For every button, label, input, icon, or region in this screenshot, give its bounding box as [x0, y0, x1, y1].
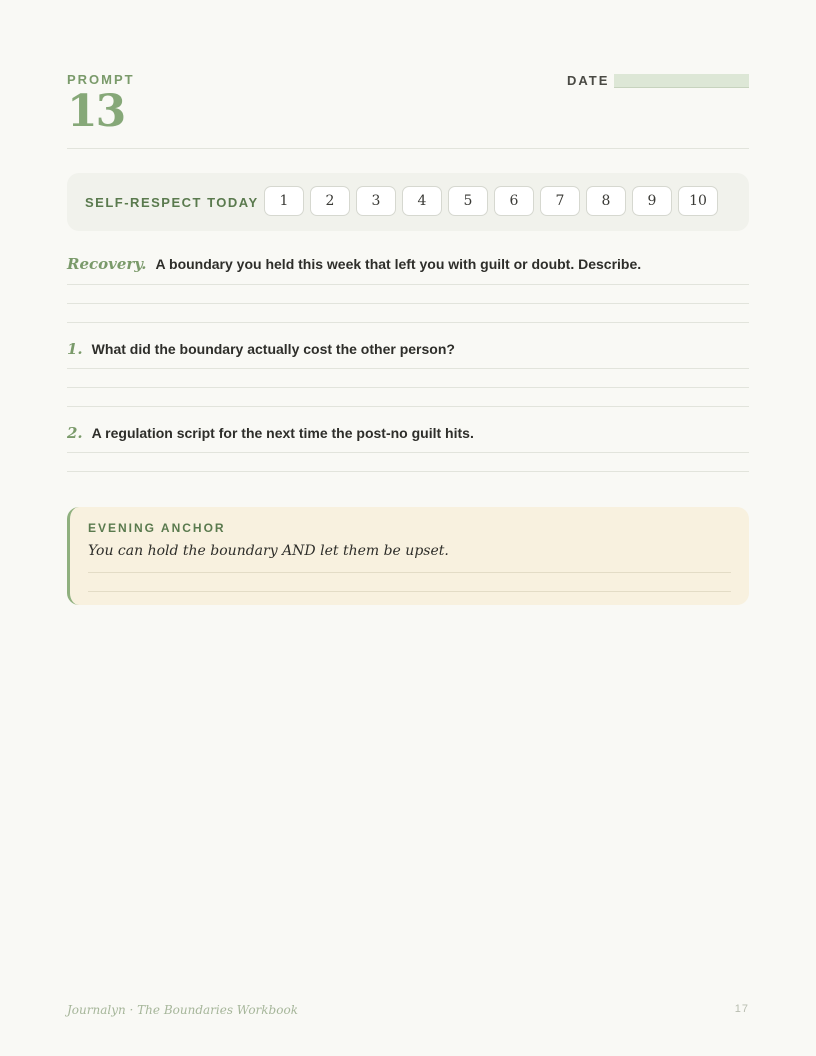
writing-line[interactable] [67, 406, 749, 407]
writing-line[interactable] [67, 322, 749, 323]
anchor-text: You can hold the boundary AND let them be upset. [88, 543, 449, 559]
question-lead: Recovery. [67, 255, 147, 273]
page-number: 17 [734, 1003, 749, 1015]
anchor-writing-line[interactable] [88, 572, 731, 573]
prompt-number: 13 [67, 86, 125, 137]
question-recovery [67, 255, 749, 275]
rating-option-7[interactable]: 7 [540, 186, 580, 216]
question-2 [67, 424, 749, 444]
rating-label: SELF-RESPECT TODAY [85, 195, 259, 210]
rating-option-6[interactable]: 6 [494, 186, 534, 216]
writing-line[interactable] [67, 284, 749, 285]
rating-scale [264, 186, 718, 216]
writing-line[interactable] [67, 387, 749, 388]
page-header [67, 72, 749, 149]
question-1 [67, 340, 749, 360]
rating-option-8[interactable]: 8 [586, 186, 626, 216]
rating-option-2[interactable]: 2 [310, 186, 350, 216]
rating-option-10[interactable]: 10 [678, 186, 718, 216]
rating-option-5[interactable]: 5 [448, 186, 488, 216]
self-respect-rating [67, 173, 749, 231]
rating-option-1[interactable]: 1 [264, 186, 304, 216]
date-field[interactable] [614, 74, 749, 88]
question-lead: 1. [67, 340, 83, 358]
date-label: DATE [567, 73, 610, 88]
prompt-label: PROMPT [67, 72, 135, 87]
question-lead: 2. [67, 424, 83, 442]
question-text: A boundary you held this week that left you with guilt or doubt. Describe. [155, 256, 642, 272]
rating-option-4[interactable]: 4 [402, 186, 442, 216]
question-text: What did the boundary actually cost the other person? [91, 341, 455, 357]
anchor-writing-line[interactable] [88, 591, 731, 592]
question-text: A regulation script for the next time the post-no guilt hits. [91, 425, 474, 441]
rating-option-3[interactable]: 3 [356, 186, 396, 216]
rating-option-9[interactable]: 9 [632, 186, 672, 216]
anchor-label: EVENING ANCHOR [88, 521, 226, 535]
writing-line[interactable] [67, 368, 749, 369]
writing-line[interactable] [67, 471, 749, 472]
evening-anchor [67, 507, 749, 605]
writing-line[interactable] [67, 303, 749, 304]
writing-line[interactable] [67, 452, 749, 453]
footer-title: Journalyn · The Boundaries Workbook [67, 1003, 298, 1017]
